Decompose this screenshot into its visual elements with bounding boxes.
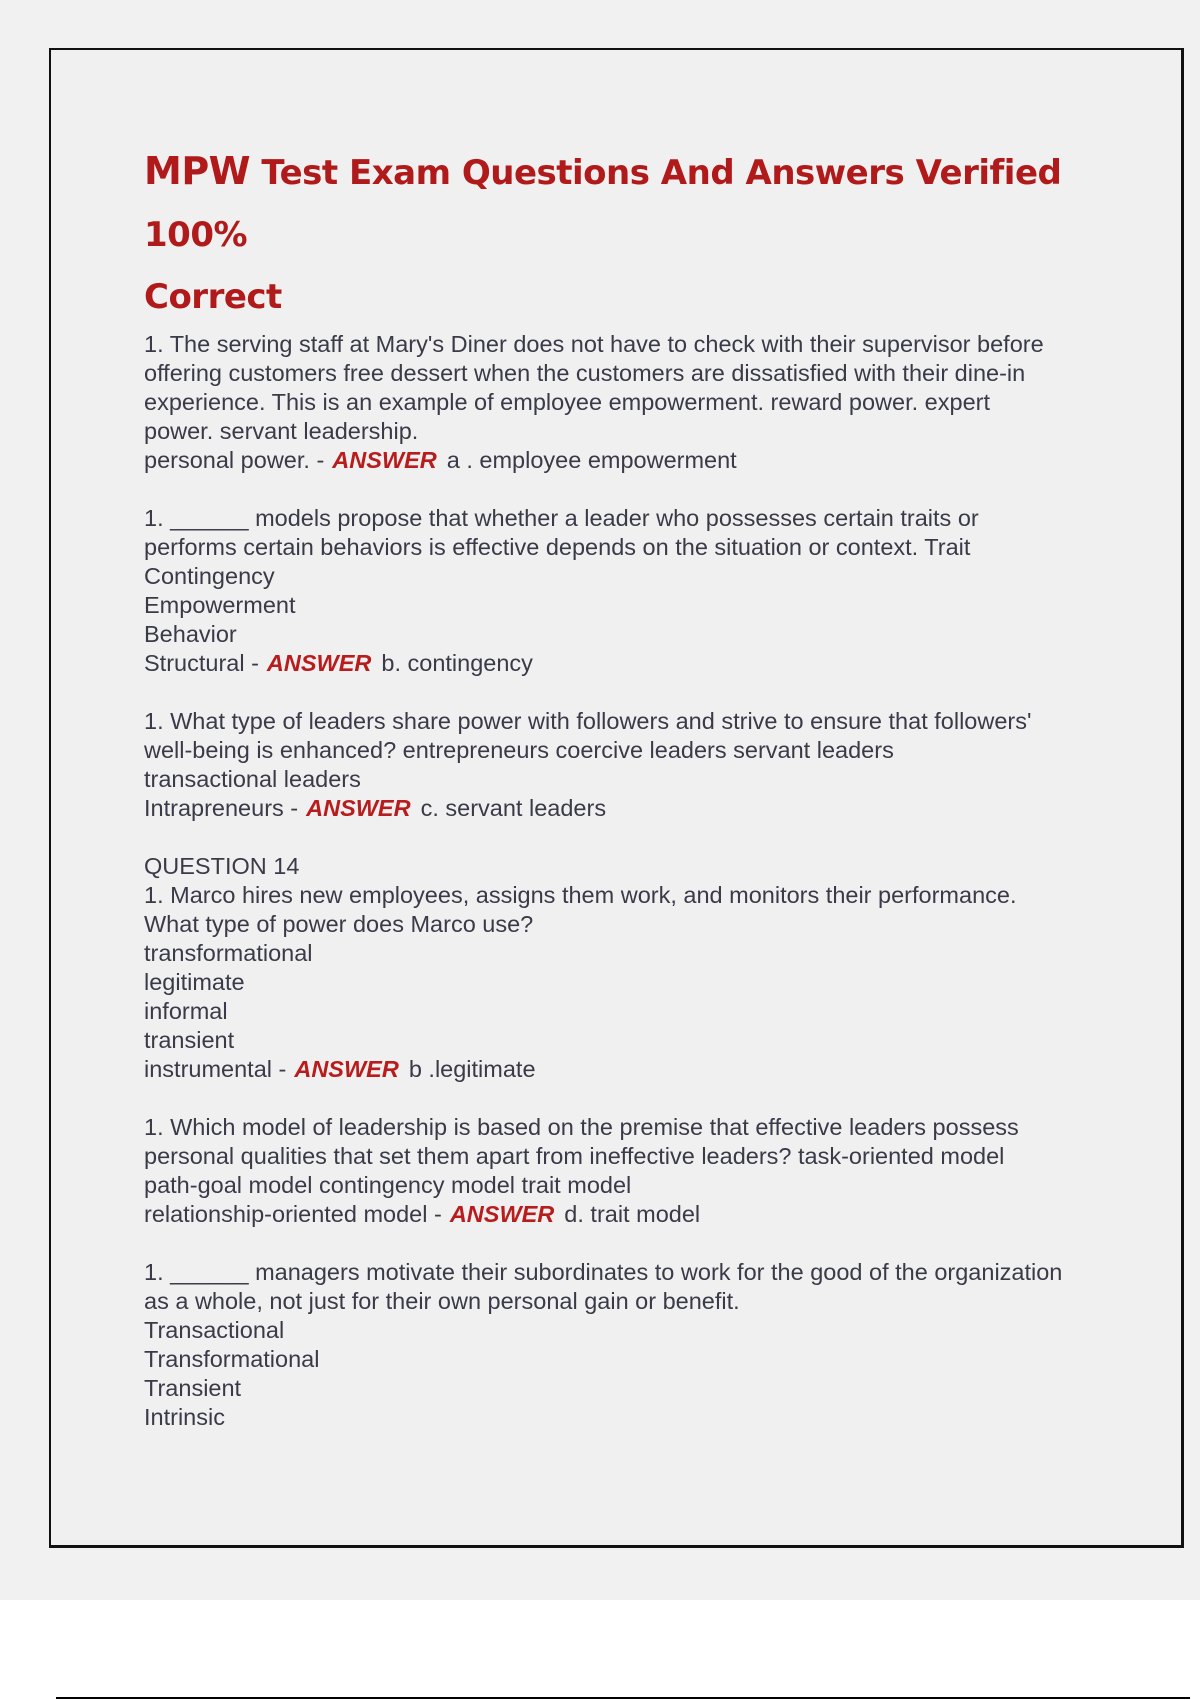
title-line2: Correct (144, 277, 282, 317)
question-text-line: as a whole, not just for their own personal gain or benefit. (144, 1288, 740, 1314)
footer-rule (56, 1697, 1190, 1699)
question-text-line: Empowerment (144, 592, 296, 618)
question-text-line: Transactional (144, 1317, 285, 1343)
question-text-line: Contingency (144, 563, 275, 589)
answer-line (144, 794, 1104, 823)
answer-text: d. trait model (564, 1201, 701, 1227)
answer-text: a . employee empowerment (446, 447, 737, 473)
last-option-text: Intrapreneurs - (144, 795, 299, 821)
question-text-line: Behavior (144, 621, 237, 647)
answer-line (144, 1055, 1104, 1084)
question-text-line: 1. Marco hires new employees, assigns them work, and monitors their performance. (144, 882, 1017, 908)
question-text-line: legitimate (144, 969, 245, 995)
answer-text: c. servant leaders (420, 795, 607, 821)
question-block (144, 330, 1104, 475)
title-lead: MPW (144, 149, 251, 193)
question-block (144, 707, 1104, 823)
answer-label: ANSWER (449, 1201, 555, 1227)
question-text-line: 1. ______ managers motivate their subordinates to work for the good of the organization (144, 1259, 1063, 1285)
question-text-line: 1. The serving staff at Mary's Diner does not have to check with their supervisor before (144, 331, 1044, 357)
question-text-line: power. servant leadership. (144, 418, 419, 444)
last-option-text: instrumental - (144, 1056, 287, 1082)
answer-text: b. contingency (381, 650, 533, 676)
question-block (144, 1113, 1104, 1229)
question-block (144, 504, 1104, 678)
answer-label: ANSWER (332, 447, 437, 473)
question-text-line: Transient (144, 1375, 242, 1401)
question-text-line: transient (144, 1027, 235, 1053)
answer-label: ANSWER (306, 795, 411, 821)
question-text-line: transactional leaders (144, 766, 361, 792)
answer-line (144, 446, 1104, 475)
last-option-text: personal power. - (144, 447, 325, 473)
question-text-line: path-goal model contingency model trait model (144, 1172, 632, 1198)
answer-text: b .legitimate (408, 1056, 536, 1082)
question-text-line: experience. This is an example of employee empowerment. reward power. expert (144, 389, 990, 415)
question-text-line: 1. ______ models propose that whether a leader who possesses certain traits or (144, 505, 979, 531)
question-list (144, 330, 1104, 1461)
question-text-line: 1. Which model of leadership is based on the premise that effective leaders possess (144, 1114, 1019, 1140)
question-text-line: offering customers free dessert when the customers are dissatisfied with their dine-in (144, 360, 1026, 386)
title-rest: Test Exam Questions And Answers Verified 100% (144, 153, 1062, 255)
question-text-line: informal (144, 998, 228, 1024)
question-text-line: Transformational (144, 1346, 320, 1372)
answer-label: ANSWER (294, 1056, 399, 1082)
answer-line (144, 1200, 1104, 1229)
answer-label: ANSWER (266, 650, 372, 676)
question-text-line: personal qualities that set them apart from ineffective leaders? task-oriented model (144, 1143, 1005, 1169)
question-text-line: QUESTION 14 (144, 853, 300, 879)
question-text-line: performs certain behaviors is effective depends on the situation or context. Trait (144, 534, 971, 560)
question-text-line: transformational (144, 940, 313, 966)
document-title (144, 140, 1104, 328)
question-text-line: 1. What type of leaders share power with followers and strive to ensure that followers' (144, 708, 1032, 734)
question-text-line: well-being is enhanced? entrepreneurs coercive leaders servant leaders (144, 737, 894, 763)
question-text-line: What type of power does Marco use? (144, 911, 534, 937)
question-text-line: Intrinsic (144, 1404, 225, 1430)
last-option-text: Structural - (144, 650, 259, 676)
question-block (144, 852, 1104, 1084)
question-block (144, 1258, 1104, 1432)
last-option-text: relationship-oriented model - (144, 1201, 442, 1227)
answer-line (144, 649, 1104, 678)
